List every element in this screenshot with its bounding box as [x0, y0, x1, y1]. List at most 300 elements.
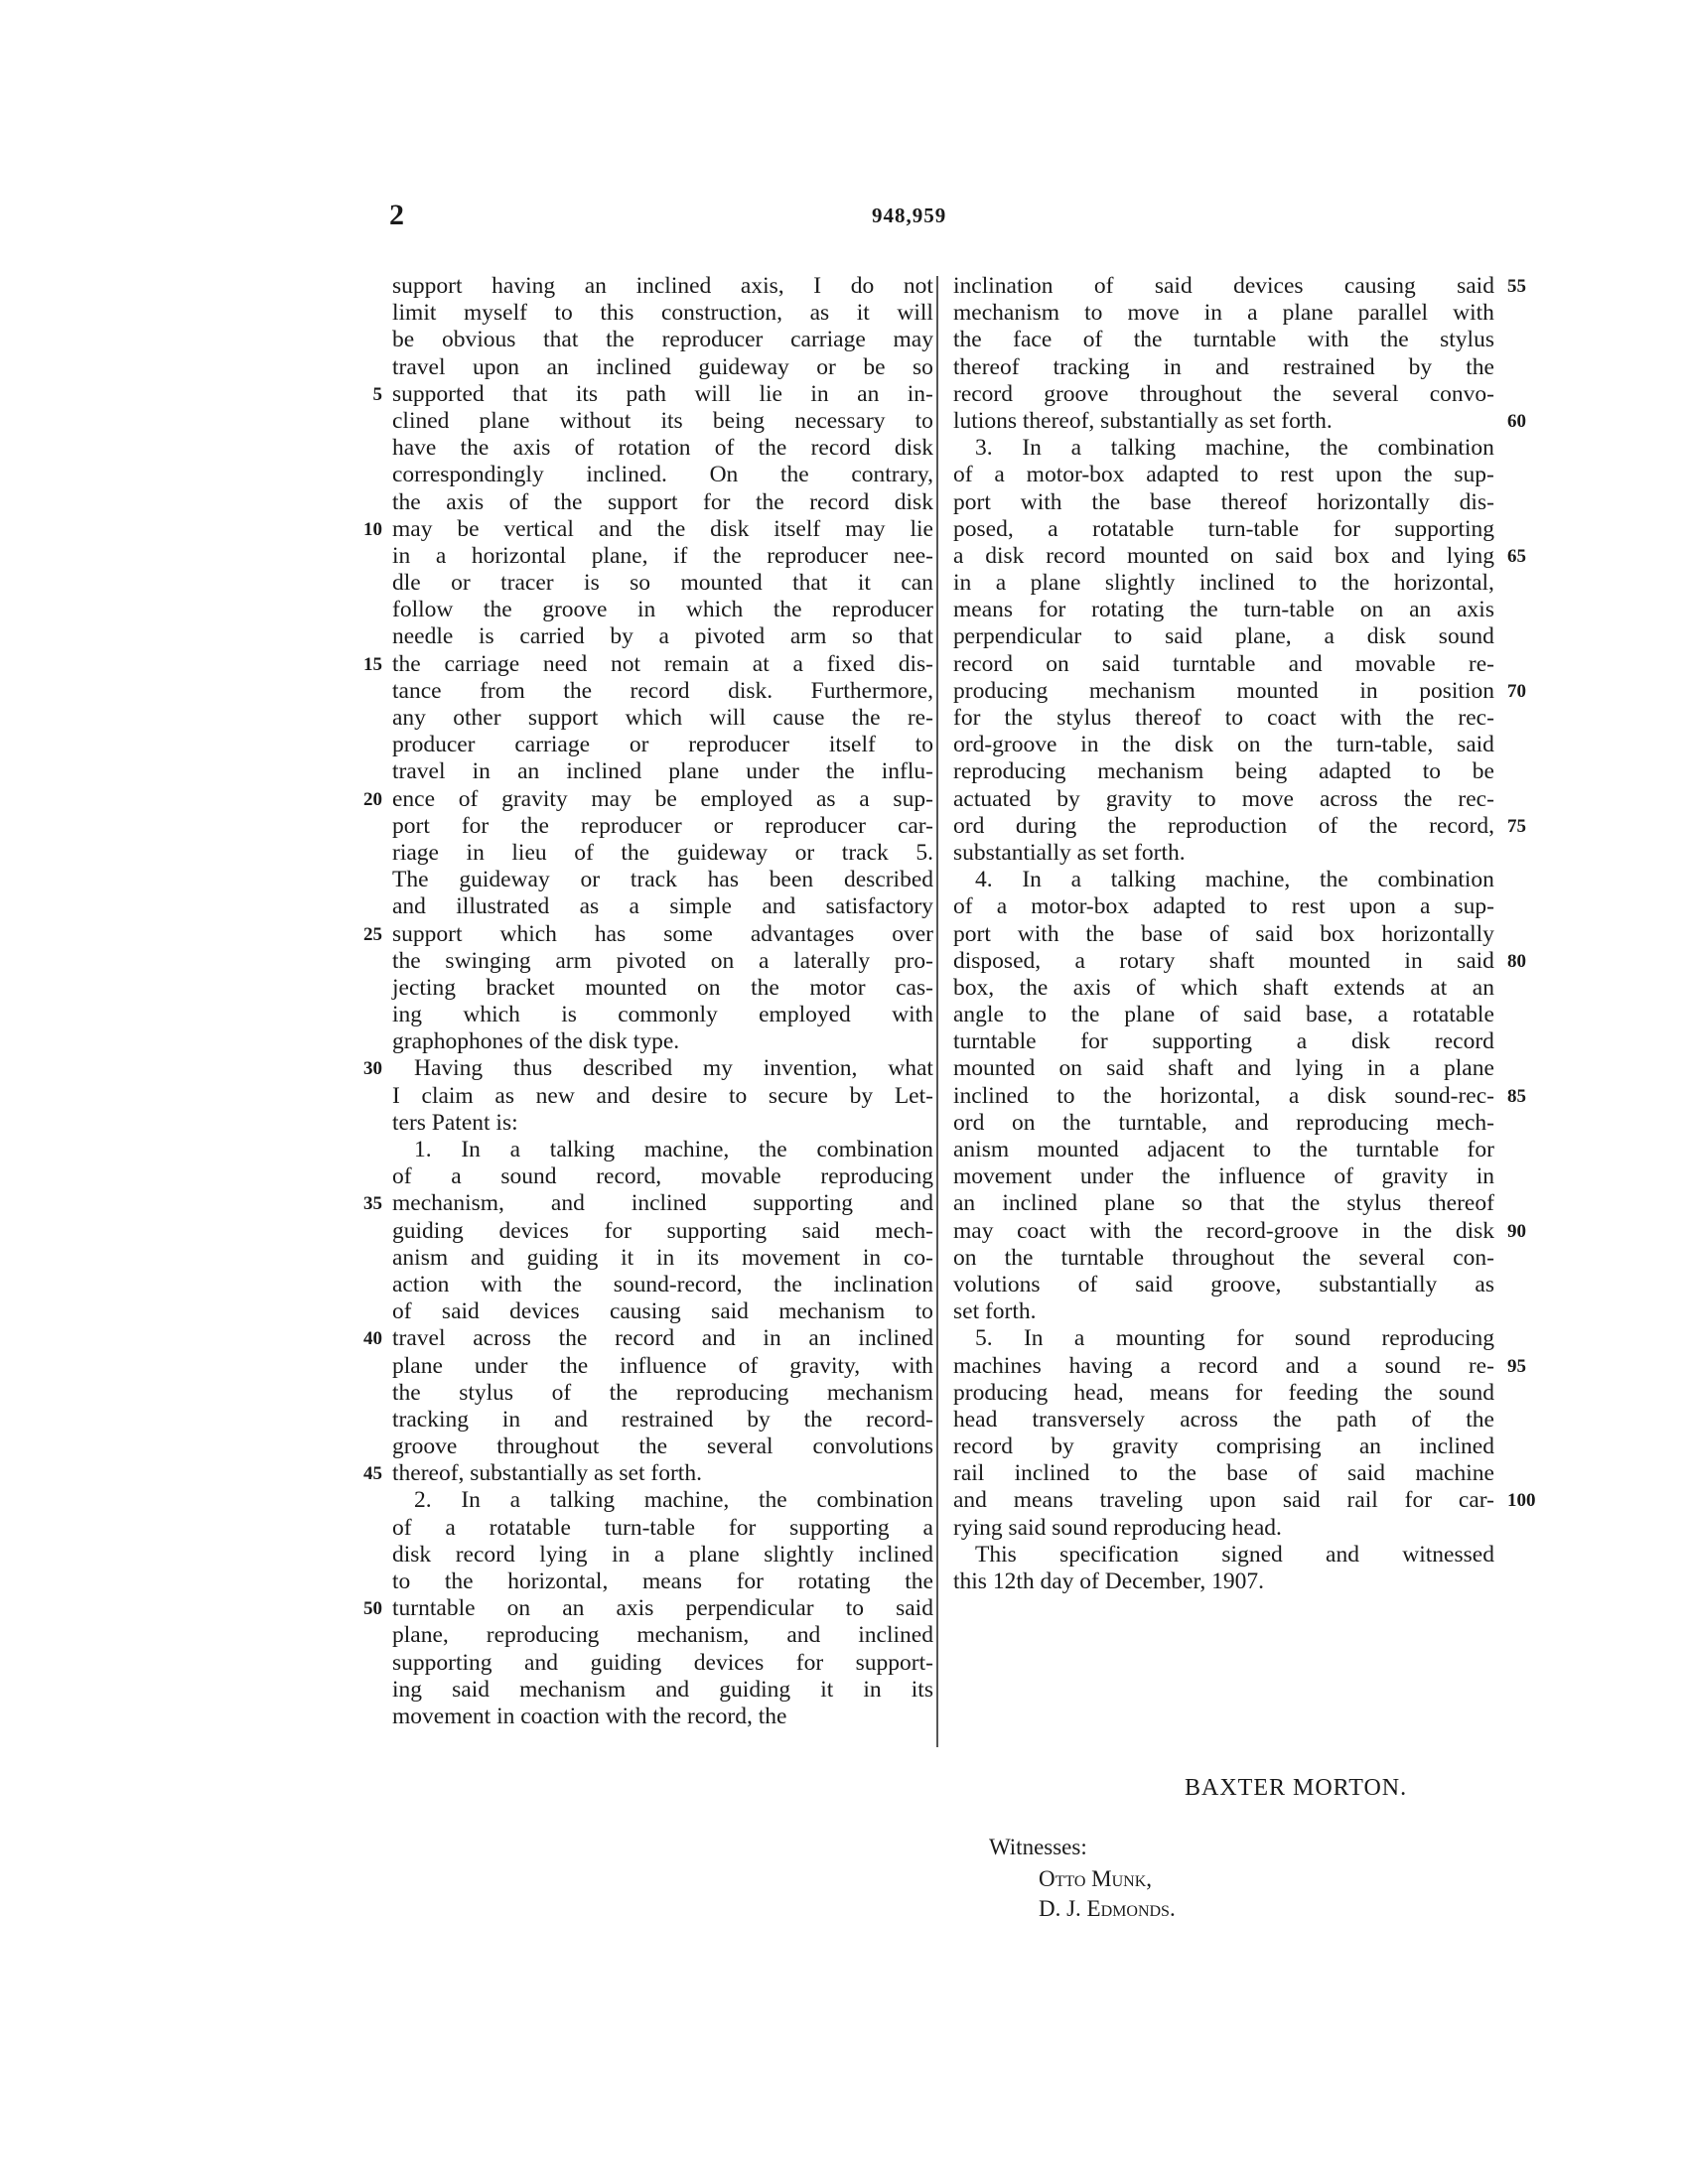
word: turn-table: [1207, 515, 1300, 542]
word: the: [1299, 1137, 1329, 1162]
word: nee-: [893, 542, 933, 569]
word: to: [1252, 1137, 1272, 1162]
word: the: [712, 542, 742, 569]
word: disk: [985, 542, 1025, 569]
line-number: 25: [363, 923, 382, 945]
word: inclined: [635, 273, 712, 299]
word: arm: [789, 623, 827, 650]
word: limit: [392, 300, 437, 327]
text-line: [953, 1272, 1494, 1298]
word: to: [1240, 462, 1259, 488]
word: for: [953, 705, 981, 731]
word: path: [1336, 1406, 1377, 1433]
text-line: [363, 515, 933, 543]
word: sound: [1438, 623, 1494, 650]
word: turntable: [1193, 327, 1277, 353]
word: plane: [688, 1541, 740, 1568]
word: the: [751, 974, 779, 1001]
word: and: [1326, 1541, 1359, 1568]
word: reproducing: [1296, 1109, 1409, 1136]
text-line: [392, 1028, 933, 1055]
word: Let-: [894, 1082, 933, 1109]
word: been: [769, 867, 814, 893]
word: said: [1282, 1487, 1321, 1514]
word: rail: [953, 1460, 985, 1487]
word: a: [995, 570, 1007, 597]
word: box: [1334, 542, 1370, 569]
word: will: [694, 380, 731, 407]
word: in: [501, 1406, 521, 1433]
word: of: [1093, 273, 1114, 299]
word: in: [472, 758, 491, 785]
text-line: [392, 1704, 933, 1730]
word: in: [1203, 300, 1223, 327]
word: turn-table,: [1336, 732, 1434, 758]
word: the: [1405, 705, 1435, 731]
word: track: [630, 867, 677, 893]
word: to: [1119, 1460, 1138, 1487]
word: horizontal: [471, 542, 567, 569]
word: by: [1056, 785, 1080, 812]
word: tracking: [392, 1406, 469, 1433]
word: support: [608, 488, 678, 515]
word: an: [584, 273, 607, 299]
word: at: [752, 650, 770, 677]
word: construction,: [660, 300, 782, 327]
line-number: 5: [372, 383, 382, 405]
word: plane: [392, 1352, 443, 1379]
word: axis: [446, 488, 485, 515]
word: guideway: [459, 867, 550, 893]
word: on: [1011, 1109, 1036, 1136]
word: an: [562, 1595, 585, 1622]
word: mechanism,: [392, 1190, 504, 1217]
text-line: [953, 1028, 1494, 1055]
word: thereof: [1220, 488, 1288, 515]
word: swinging: [445, 947, 531, 974]
word: for: [604, 1217, 632, 1244]
word: that: [898, 623, 933, 650]
word: producing: [953, 1379, 1049, 1406]
word: in: [1080, 732, 1099, 758]
word: be: [654, 785, 677, 812]
word: the: [1379, 327, 1409, 353]
word: ord: [953, 1109, 985, 1136]
text-line: [372, 380, 933, 408]
word: over: [892, 920, 933, 947]
text-line: [953, 1082, 1526, 1110]
line-number: 50: [363, 1598, 382, 1620]
word: mounted: [1288, 947, 1371, 974]
text-line: [392, 300, 933, 327]
word: to: [845, 1595, 865, 1622]
word: record: [810, 435, 871, 462]
word: the: [1340, 570, 1370, 597]
word: in: [637, 597, 656, 623]
word: invention,: [763, 1055, 858, 1082]
word: inclination: [953, 273, 1054, 299]
word: in: [810, 380, 829, 407]
word: slightly: [764, 1541, 834, 1568]
word: of: [1318, 812, 1338, 839]
word: disk.: [728, 677, 774, 704]
word: said: [1106, 1055, 1145, 1082]
word: perpendicular: [953, 623, 1082, 650]
word: an: [808, 1325, 831, 1352]
word: its: [696, 1244, 720, 1271]
word: the: [392, 488, 421, 515]
word: travel: [392, 758, 446, 785]
word: may: [953, 1217, 994, 1244]
word: ing: [392, 1002, 423, 1028]
word: an: [857, 380, 880, 407]
word: throughout: [1172, 1244, 1275, 1271]
word: gravity: [501, 785, 568, 812]
text-line: [392, 597, 933, 623]
word: gravity,: [789, 1352, 861, 1379]
word: record: [630, 677, 690, 704]
word: several: [1358, 1244, 1426, 1271]
word: guideway: [698, 353, 789, 380]
word: of: [1077, 1271, 1098, 1297]
word: on: [1058, 1055, 1082, 1082]
word: necessary: [794, 407, 886, 434]
word: witnessed: [1402, 1541, 1494, 1568]
word: convo-: [1429, 380, 1494, 407]
word: contrary,: [851, 462, 933, 488]
word: plane: [668, 758, 720, 785]
word: and: [701, 1325, 736, 1352]
word: movement: [953, 1163, 1053, 1190]
word: which: [1181, 974, 1238, 1001]
word: 1.: [414, 1137, 432, 1162]
word: a: [1288, 1082, 1300, 1109]
word: plane,: [392, 1622, 449, 1649]
word: said: [711, 1298, 749, 1325]
word: for: [1236, 1325, 1264, 1352]
word: disk: [1175, 732, 1214, 758]
word: the: [1384, 1379, 1413, 1406]
word: said: [1101, 650, 1140, 677]
word: thereof: [953, 353, 1020, 380]
word: is: [561, 1002, 577, 1028]
word: rotatable: [1092, 515, 1175, 542]
word: the: [460, 435, 490, 462]
word: sound: [1384, 1352, 1441, 1379]
text-line: [953, 1137, 1494, 1163]
word: disk: [1366, 623, 1406, 650]
text-line: [953, 786, 1494, 813]
word: path: [626, 380, 666, 407]
word: face: [1013, 327, 1053, 353]
word: on: [1237, 732, 1261, 758]
text-line: [363, 650, 933, 678]
word: specification: [1059, 1541, 1180, 1568]
text-line: [953, 758, 1494, 785]
word: talking: [549, 1137, 616, 1162]
word: the: [609, 1379, 638, 1406]
word: thereof: [1135, 705, 1201, 731]
word: illustrated: [456, 893, 550, 920]
line-number: 15: [363, 653, 382, 675]
word: a: [1419, 893, 1431, 920]
text-line: [953, 1163, 1494, 1190]
word: commonly: [618, 1002, 718, 1028]
text-line: [392, 570, 933, 597]
word: desire: [651, 1082, 708, 1109]
line-text: thereof, substantially as set forth.: [392, 1460, 702, 1487]
word: slightly: [1104, 570, 1176, 597]
word: by: [610, 623, 633, 650]
word: the: [392, 1379, 421, 1406]
word: my: [702, 1055, 733, 1082]
word: upon: [1336, 462, 1383, 488]
word: the: [773, 597, 802, 623]
word: combination: [1377, 435, 1494, 462]
text-line: [363, 1460, 933, 1487]
word: and: [786, 1622, 821, 1649]
word: new: [535, 1082, 575, 1109]
word: be: [1472, 758, 1494, 785]
word: in-: [907, 380, 933, 407]
word: be: [863, 353, 886, 380]
word: it: [856, 300, 870, 327]
word: of: [551, 1379, 572, 1406]
word: this: [600, 300, 634, 327]
word: the: [953, 327, 982, 353]
text-line: [363, 1055, 933, 1082]
word: with: [1339, 705, 1382, 731]
word: will: [709, 705, 746, 731]
word: said: [452, 1676, 490, 1703]
word: signed: [1221, 1541, 1283, 1568]
word: devices: [1233, 273, 1304, 299]
word: several: [1332, 380, 1399, 407]
text-line: [953, 327, 1494, 353]
text-line: [392, 1163, 933, 1190]
word: record: [809, 488, 870, 515]
word: satisfactory: [825, 893, 933, 920]
word: that: [512, 380, 548, 407]
word: if: [673, 542, 688, 569]
line-text: graphophones of the disk type.: [392, 1028, 680, 1055]
word: for: [461, 812, 490, 839]
text-line: [953, 354, 1494, 381]
word: in: [1366, 1055, 1386, 1082]
word: so: [630, 570, 651, 597]
word: groove: [1044, 380, 1109, 407]
word: itself: [828, 732, 876, 758]
text-line: [392, 975, 933, 1002]
line-number: 40: [363, 1328, 382, 1350]
text-line: [363, 1325, 933, 1352]
word: which: [463, 1002, 520, 1028]
word: a: [1324, 623, 1335, 650]
word: traveling: [1099, 1487, 1184, 1514]
text-line: [953, 1569, 1494, 1595]
word: record,: [1429, 812, 1494, 839]
word: its: [911, 1676, 933, 1703]
word: for: [1333, 515, 1360, 542]
word: horizontally: [1317, 488, 1430, 515]
word: said: [1243, 1002, 1282, 1028]
word: base: [1226, 1460, 1268, 1487]
word: disk: [1327, 1082, 1366, 1109]
word: rotary: [1119, 947, 1176, 974]
word: on: [1230, 542, 1254, 569]
word: on: [1359, 597, 1384, 623]
word: or: [816, 353, 836, 380]
word: said: [1135, 1271, 1174, 1297]
word: the: [558, 1325, 588, 1352]
word: may: [392, 515, 433, 542]
word: lying: [539, 1541, 588, 1568]
word: mounted: [585, 974, 667, 1001]
word: extends: [1334, 974, 1405, 1001]
word: cause: [773, 705, 825, 731]
text-line: [392, 732, 933, 758]
word: movable: [1354, 650, 1436, 677]
line-number: 75: [1507, 815, 1526, 837]
text-line: [392, 489, 933, 516]
text-line: [392, 840, 933, 867]
word: or: [451, 570, 471, 597]
word: to: [728, 1082, 748, 1109]
word: dis-: [1459, 488, 1494, 515]
word: having: [492, 273, 556, 299]
word: as: [494, 1082, 514, 1109]
word: lie: [910, 515, 933, 542]
word: turn-table: [1243, 597, 1335, 623]
word: guiding: [392, 1217, 464, 1244]
word: and: [596, 1082, 631, 1109]
text-line: [392, 1245, 933, 1272]
word: shaft: [1168, 1055, 1213, 1082]
word: to: [1056, 1082, 1075, 1109]
word: I: [813, 273, 822, 299]
text-line: [363, 1595, 933, 1622]
word: of: [392, 1514, 412, 1541]
word: machines: [953, 1352, 1042, 1379]
word: having: [1068, 1352, 1133, 1379]
word: restrained: [621, 1406, 714, 1433]
word: ord: [953, 812, 985, 839]
word: and: [550, 1190, 585, 1217]
word: In: [461, 1137, 481, 1162]
word: a: [658, 623, 669, 650]
word: to: [1084, 300, 1103, 327]
word: producing: [953, 677, 1049, 704]
word: base: [1150, 488, 1192, 515]
word: supporting: [666, 1217, 768, 1244]
word: so: [913, 353, 933, 380]
word: as: [809, 300, 830, 327]
word: stylus: [459, 1379, 514, 1406]
word: tracking: [1053, 353, 1130, 380]
word: being: [1235, 758, 1288, 785]
word: upon: [473, 353, 519, 380]
word: the: [444, 1569, 474, 1594]
word: talking: [1110, 867, 1177, 893]
word: on: [953, 1244, 977, 1271]
word: supporting: [392, 1649, 492, 1676]
word: in: [863, 1676, 882, 1703]
word: by: [1051, 1433, 1074, 1460]
word: support-: [855, 1649, 933, 1676]
word: the: [1368, 812, 1398, 839]
word: throughout: [496, 1433, 600, 1460]
text-line: [392, 705, 933, 732]
word: movable: [700, 1163, 781, 1190]
word: mechanism: [1088, 677, 1196, 704]
word: the: [483, 597, 512, 623]
word: can: [901, 570, 933, 597]
word: The: [392, 867, 429, 893]
word: with: [1017, 920, 1059, 947]
word: a: [922, 1514, 933, 1541]
word: in: [1359, 677, 1378, 704]
word: horizontally: [1381, 920, 1494, 947]
word: to: [1224, 705, 1244, 731]
word: to: [914, 407, 933, 434]
word: and: [470, 1244, 504, 1271]
word: said: [1457, 947, 1494, 974]
word: in: [763, 1325, 781, 1352]
word: mounted: [953, 1055, 1036, 1082]
word: remain: [663, 650, 730, 677]
word: box: [1320, 920, 1355, 947]
word: rail: [1346, 1487, 1378, 1514]
word: the: [563, 677, 593, 704]
word: not: [903, 273, 933, 299]
word: ing: [392, 1676, 423, 1703]
word: disk: [894, 435, 933, 462]
word: groove: [542, 597, 608, 623]
word: In: [1022, 435, 1042, 462]
word: sup-: [1454, 893, 1494, 920]
word: it: [621, 1244, 634, 1271]
word: a: [1048, 515, 1058, 542]
text-line: [392, 1272, 933, 1298]
line-number: 100: [1507, 1490, 1536, 1512]
word: and: [900, 1190, 933, 1217]
text-line: [953, 1110, 1494, 1137]
word: the: [1320, 867, 1348, 893]
word: reproducing: [820, 1163, 933, 1190]
word: reproducing: [486, 1622, 600, 1649]
word: axis,: [740, 273, 784, 299]
word: stylus: [1440, 327, 1494, 353]
text-line: [953, 623, 1494, 650]
word: tance: [392, 677, 442, 704]
word: rotating: [1091, 597, 1165, 623]
witness-2: D. J. Edmonds.: [1039, 1896, 1176, 1921]
word: said: [1457, 732, 1494, 758]
text-line: [392, 1137, 933, 1163]
word: mechanism: [519, 1676, 627, 1703]
line-number: 85: [1507, 1085, 1526, 1107]
word: producer: [392, 732, 476, 758]
word: for: [736, 1569, 764, 1594]
line-number: 90: [1507, 1220, 1526, 1242]
word: adjacent: [1147, 1137, 1225, 1162]
text-line: [953, 1245, 1494, 1272]
word: axis: [616, 1595, 654, 1622]
word: the: [1062, 1109, 1091, 1136]
word: turntable: [953, 1028, 1037, 1055]
word: so: [852, 623, 873, 650]
word: groove,: [1210, 1271, 1282, 1297]
